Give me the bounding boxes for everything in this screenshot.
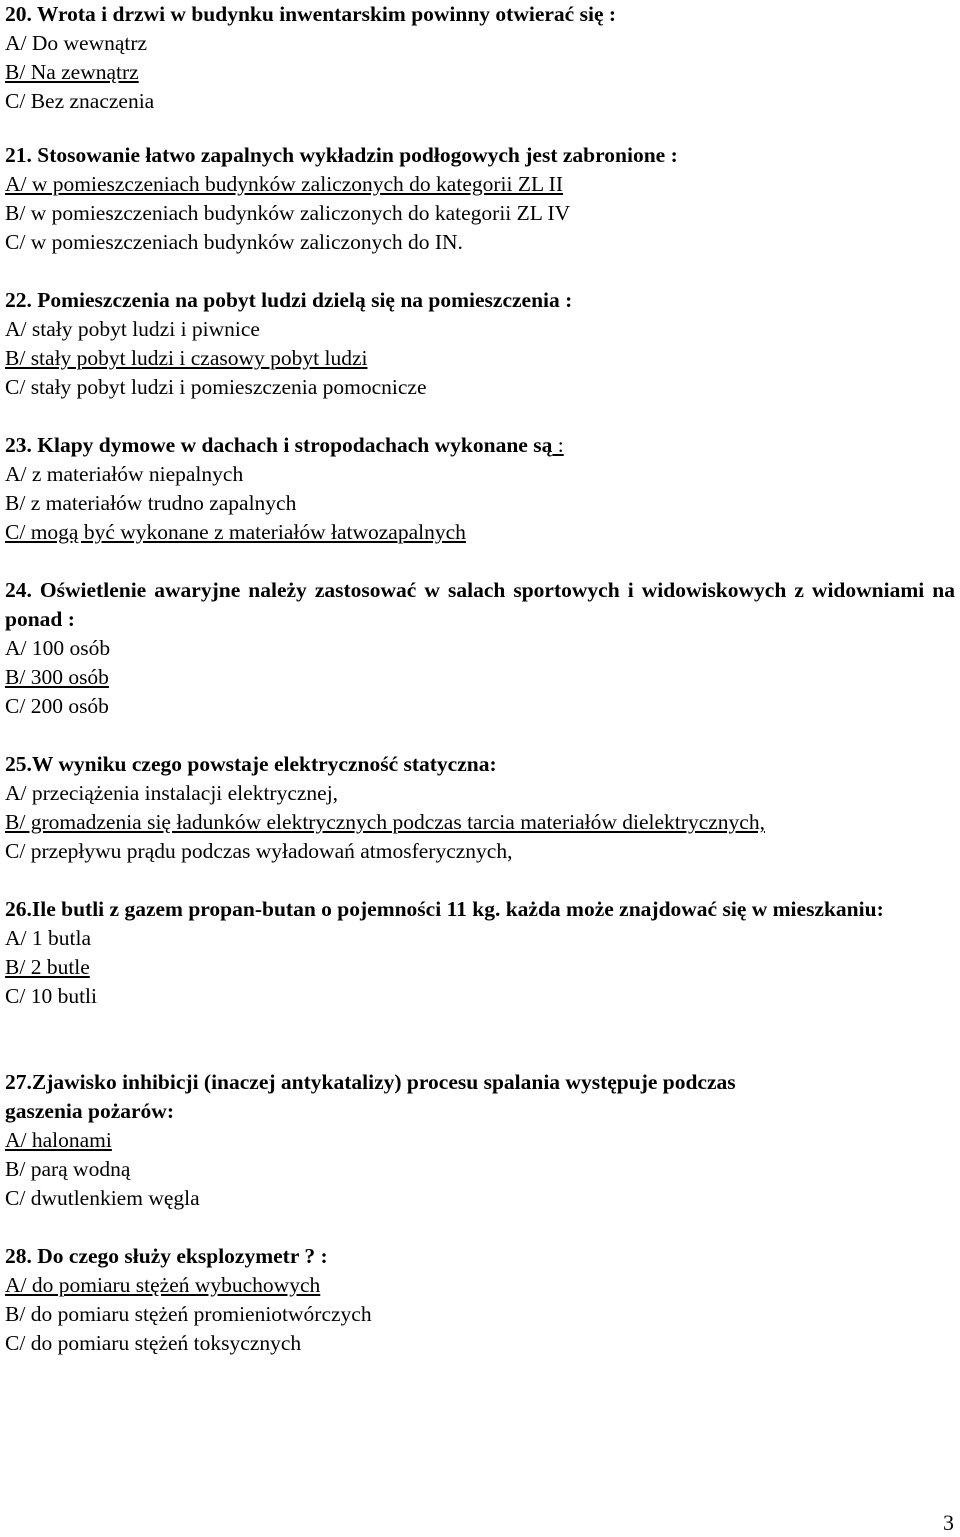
answer-text: C/ dwutlenkiem węgla	[5, 1186, 200, 1210]
answer-option	[5, 87, 955, 116]
answer-text: C/ do pomiaru stężeń toksycznych	[5, 1331, 302, 1355]
answer-option-correct	[5, 1126, 955, 1155]
question-q25	[5, 750, 955, 866]
answer-option	[5, 373, 955, 402]
answer-option	[5, 1155, 955, 1184]
question-q20	[5, 0, 955, 116]
answer-text: A/ Do wewnątrz	[5, 31, 148, 55]
question-heading-tail: :	[552, 433, 564, 457]
answer-text: B/ gromadzenia się ładunków elektrycznych podczas tarcia materiałów dielektrycznych,	[5, 810, 765, 834]
question-heading-text: 28. Do czego służy eksplozymetr ? :	[5, 1244, 328, 1268]
answer-option	[5, 460, 955, 489]
answer-option-correct	[5, 663, 955, 692]
answer-text: C/ 10 butli	[5, 984, 97, 1008]
answer-text: A/ z materiałów niepalnych	[5, 462, 244, 486]
answer-option-correct	[5, 344, 955, 373]
answer-option	[5, 29, 955, 58]
question-heading: gaszenia pożarów:	[5, 1099, 174, 1123]
answer-option	[5, 837, 955, 866]
question-heading-text: 22. Pomieszczenia na pobyt ludzi dzielą się na pomieszczenia :	[5, 288, 573, 312]
question-heading: 27.Zjawisko inhibicji (inaczej antykatalizy) procesu spalania występuje podczas	[5, 1070, 736, 1094]
answer-option	[5, 692, 955, 721]
answer-option	[5, 315, 955, 344]
answer-option	[5, 228, 955, 257]
answer-text: B/ z materiałów trudno zapalnych	[5, 491, 297, 515]
answer-text: A/ 100 osób	[5, 636, 111, 660]
answer-text: A/ przeciążenia instalacji elektrycznej,	[5, 781, 339, 805]
answer-option	[5, 489, 955, 518]
answer-text: A/ do pomiaru stężeń wybuchowych	[5, 1273, 321, 1297]
question-heading-text: 23. Klapy dymowe w dachach i stropodachach wykonane są	[5, 433, 553, 457]
answer-text: B/ 300 osób	[5, 665, 109, 689]
answer-text: B/ parą wodną	[5, 1157, 131, 1181]
answer-option	[5, 199, 955, 228]
answer-option	[5, 1300, 955, 1329]
answer-text: C/ 200 osób	[5, 694, 109, 718]
answer-option-correct	[5, 58, 955, 87]
answer-text: A/ stały pobyt ludzi i piwnice	[5, 317, 260, 341]
answer-text: A/ 1 butla	[5, 926, 91, 950]
answer-option	[5, 1329, 955, 1358]
answer-option	[5, 779, 955, 808]
answer-text: B/ do pomiaru stężeń promieniotwórczych	[5, 1302, 372, 1326]
question-heading: 24. Oświetlenie awaryjne należy zastosować w salach sportowych i widowiskowych z widowniami na ponad :	[5, 578, 955, 631]
question-q28	[5, 1242, 955, 1358]
answer-option-correct	[5, 808, 955, 837]
question-q27	[5, 1068, 955, 1213]
question-heading-text: 20. Wrota i drzwi w budynku inwentarskim powinny otwierać się :	[5, 2, 617, 26]
question-q23	[5, 431, 955, 547]
answer-text: C/ w pomieszczeniach budynków zaliczonych do IN.	[5, 230, 463, 254]
question-heading	[5, 141, 955, 170]
question-heading	[5, 750, 955, 779]
question-heading-text: 25.W wyniku czego powstaje elektryczność statyczna:	[5, 752, 497, 776]
answer-option	[5, 634, 955, 663]
question-q21	[5, 141, 955, 257]
answer-text: C/ przepływu prądu podczas wyładowań atmosferycznych,	[5, 839, 513, 863]
answer-text: B/ 2 butle	[5, 955, 90, 979]
answer-text: B/ w pomieszczeniach budynków zaliczonych do kategorii ZL IV	[5, 201, 571, 225]
question-heading	[5, 431, 955, 460]
answer-option-correct	[5, 1271, 955, 1300]
question-heading	[5, 286, 955, 315]
answer-text: B/ stały pobyt ludzi i czasowy pobyt ludzi	[5, 346, 368, 370]
answer-option-correct	[5, 170, 955, 199]
answer-text: A/ halonami	[5, 1128, 112, 1152]
question-heading: 26.Ile butli z gazem propan-butan o pojemności 11 kg. każda może znajdować się w mieszkaniu:	[5, 897, 884, 921]
question-heading	[5, 0, 955, 29]
question-q26	[5, 895, 955, 1011]
question-heading	[5, 1242, 955, 1271]
question-q24	[5, 576, 955, 721]
answer-option	[5, 1184, 955, 1213]
answer-option	[5, 924, 955, 953]
question-heading-text: 21. Stosowanie łatwo zapalnych wykładzin podłogowych jest zabronione :	[5, 143, 678, 167]
page-number: 3	[943, 1510, 954, 1535]
answer-text: C/ mogą być wykonane z materiałów łatwozapalnych	[5, 520, 466, 544]
answer-option	[5, 982, 955, 1011]
answer-option-correct	[5, 518, 955, 547]
question-q22	[5, 286, 955, 402]
answer-text: C/ Bez znaczenia	[5, 89, 155, 113]
answer-text: C/ stały pobyt ludzi i pomieszczenia pomocnicze	[5, 375, 427, 399]
answer-text: A/ w pomieszczeniach budynków zaliczonych do kategorii ZL II	[5, 172, 564, 196]
answer-option-correct	[5, 953, 955, 982]
answer-text: B/ Na zewnątrz	[5, 60, 139, 84]
